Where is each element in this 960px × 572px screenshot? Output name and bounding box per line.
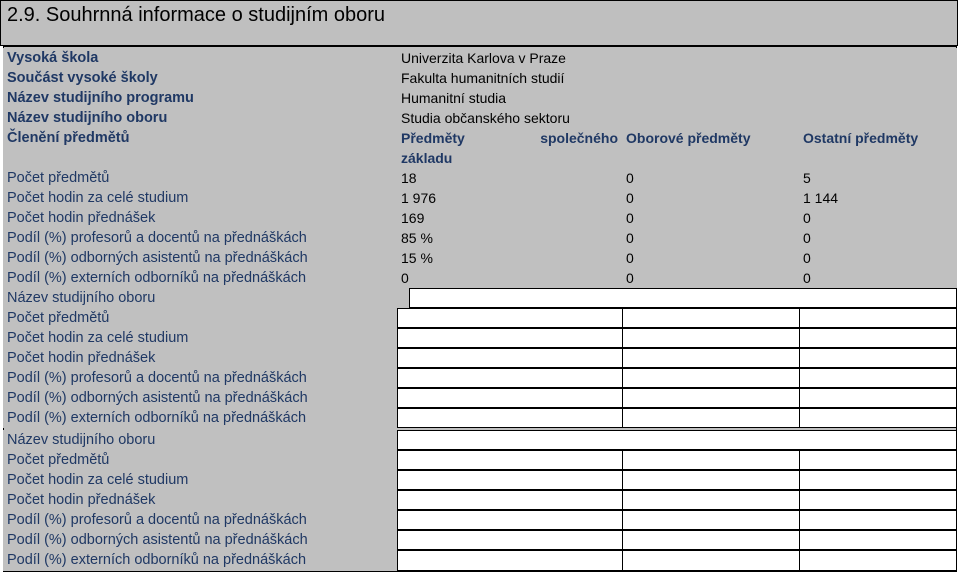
row-cleneni <box>3 128 957 168</box>
stats-row <box>3 268 957 288</box>
stats-value-1: 0 <box>401 270 409 286</box>
blank-label: Podíl (%) profesorů a docentů na přednáškách <box>7 370 307 386</box>
blank-cell-2 <box>622 408 800 428</box>
row-vysoka-skola <box>3 48 957 68</box>
blank-cell-3 <box>799 308 957 328</box>
row-soucast <box>3 68 957 88</box>
stats-row <box>3 248 957 268</box>
stats-value-1: 1 976 <box>401 190 437 206</box>
blank2-cell-3 <box>799 470 957 490</box>
blank-cell-3 <box>799 348 957 368</box>
blank2-row <box>3 490 957 510</box>
blank-label: Název studijního oboru <box>7 290 156 306</box>
stats-row <box>3 188 957 208</box>
blank-row <box>3 348 957 368</box>
header-col1-c: základu <box>401 150 453 166</box>
stats-value-2: 0 <box>626 210 634 226</box>
blank2-cell-3 <box>799 510 957 530</box>
blank2-cell-1 <box>397 530 623 550</box>
blank2-cell-1 <box>397 490 623 510</box>
blank-cell-3 <box>799 368 957 388</box>
stats-row <box>3 168 957 188</box>
label-vysoka-skola: Vysoká škola <box>7 50 99 66</box>
row-obor <box>3 108 957 128</box>
blank2-cell-1 <box>397 450 623 470</box>
label-obor: Název studijního oboru <box>7 110 168 126</box>
stats-value-2: 0 <box>626 250 634 266</box>
stats-value-3: 0 <box>803 270 811 286</box>
stats-label: Podíl (%) externích odborníků na přednáškách <box>7 270 307 286</box>
blank-cell-3 <box>799 328 957 348</box>
label-soucast: Součást vysoké školy <box>7 70 158 86</box>
blank2-label: Počet hodin přednášek <box>7 492 156 508</box>
blank-label: Podíl (%) externích odborníků na přednáškách <box>7 410 307 426</box>
value-obor: Studia občanského sektoru <box>401 110 570 126</box>
label-cleneni: Členění předmětů <box>7 130 130 146</box>
stats-label: Počet hodin přednášek <box>7 210 156 226</box>
stats-label: Počet hodin za celé studium <box>7 190 189 206</box>
blank2-row <box>3 450 957 470</box>
value-soucast: Fakulta humanitních studií <box>401 70 565 86</box>
section-title: 2.9. Souhrnná informace o studijním oboru <box>0 0 958 46</box>
stats-value-2: 0 <box>626 270 634 286</box>
blank2-cell-3 <box>799 550 957 571</box>
blank2-label: Počet předmětů <box>7 452 110 468</box>
row-program <box>3 88 957 108</box>
stats-value-3: 0 <box>803 250 811 266</box>
header-col1-b: společného <box>540 130 618 146</box>
blank2-row <box>3 530 957 550</box>
stats-value-3: 0 <box>803 230 811 246</box>
stats-value-3: 1 144 <box>803 190 839 206</box>
blank2-cell-2 <box>622 490 800 510</box>
blank2-cell-1 <box>397 470 623 490</box>
blank-cell-1 <box>397 408 623 428</box>
blank-cell-3 <box>799 388 957 408</box>
blank-label: Počet hodin přednášek <box>7 350 156 366</box>
blank-cell-1 <box>397 308 623 328</box>
blank2-label: Podíl (%) externích odborníků na přednáškách <box>7 552 307 568</box>
blank-cell-1 <box>397 368 623 388</box>
stats-label: Počet předmětů <box>7 170 110 186</box>
blank2-row <box>3 510 957 530</box>
blank2-cell-2 <box>622 450 800 470</box>
blank-cell-1 <box>397 348 623 368</box>
blank2-row <box>3 550 957 571</box>
header-spolecny-zaklad <box>397 128 622 168</box>
stats-row <box>3 228 957 248</box>
stats-value-2: 0 <box>626 170 634 186</box>
blank-label: Počet předmětů <box>7 310 110 326</box>
stats-value-2: 0 <box>626 230 634 246</box>
blank2-cell-3 <box>799 530 957 550</box>
blank2-row <box>3 470 957 490</box>
value-vysoka-skola: Univerzita Karlova v Praze <box>401 50 566 66</box>
blank2-value-obor <box>397 430 957 450</box>
blank-cell-2 <box>622 308 800 328</box>
blank2-label: Počet hodin za celé studium <box>7 472 189 488</box>
blank2-cell-2 <box>622 470 800 490</box>
stats-value-1: 18 <box>401 170 417 186</box>
blank-label: Počet hodin za celé studium <box>7 330 189 346</box>
blank2-cell-3 <box>799 450 957 470</box>
stats-label: Podíl (%) profesorů a docentů na přednáškách <box>7 230 307 246</box>
stats-value-3: 0 <box>803 210 811 226</box>
stats-row <box>3 208 957 228</box>
blank2-cell-2 <box>622 550 800 571</box>
blank-cell-2 <box>622 368 800 388</box>
blank2-cell-1 <box>397 550 623 571</box>
blank-row <box>3 328 957 348</box>
blank-cell-3 <box>799 408 957 428</box>
blank2-label: Název studijního oboru <box>7 432 156 448</box>
blank2-cell-1 <box>397 510 623 530</box>
blank2-cell-2 <box>622 530 800 550</box>
blank2-label: Podíl (%) profesorů a docentů na přednáškách <box>7 512 307 528</box>
blank-cell-2 <box>622 348 800 368</box>
header-ostatni: Ostatní předměty <box>803 130 919 146</box>
blank-row <box>3 308 957 328</box>
blank-label: Podíl (%) odborných asistentů na přednáškách <box>7 390 308 406</box>
stats-value-2: 0 <box>626 190 634 206</box>
stats-value-1: 85 % <box>401 230 433 246</box>
blank-cell-2 <box>622 328 800 348</box>
blank-row <box>3 408 957 428</box>
blank-cell-1 <box>397 388 623 408</box>
blank2-cell-3 <box>799 490 957 510</box>
blank-value-obor <box>409 288 957 308</box>
stats-value-1: 169 <box>401 210 425 226</box>
stats-label: Podíl (%) odborných asistentů na přednáškách <box>7 250 308 266</box>
label-program: Název studijního programu <box>7 90 194 106</box>
blank-row <box>3 368 957 388</box>
value-program: Humanitní studia <box>401 90 507 106</box>
blank2-row-obor <box>3 430 957 450</box>
stats-value-1: 15 % <box>401 250 433 266</box>
blank-row-obor <box>3 288 957 308</box>
blank-cell-1 <box>397 328 623 348</box>
blank-cell-2 <box>622 388 800 408</box>
blank-row <box>3 388 957 408</box>
blank2-label: Podíl (%) odborných asistentů na přednáškách <box>7 532 308 548</box>
stats-value-3: 5 <box>803 170 811 186</box>
blank2-cell-2 <box>622 510 800 530</box>
header-col1-a: Předměty <box>401 130 465 146</box>
header-oborove: Oborové předměty <box>626 130 751 146</box>
